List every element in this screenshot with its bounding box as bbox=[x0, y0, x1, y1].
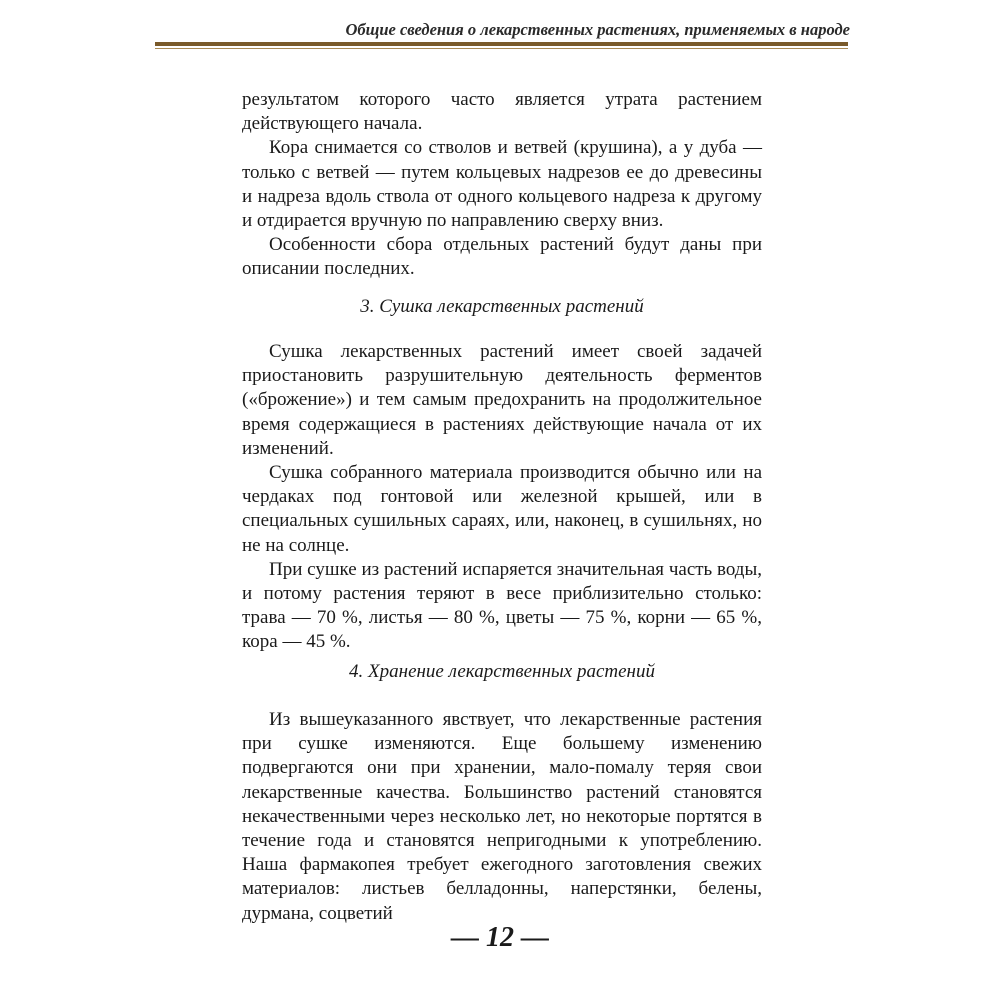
section-heading-storage: 4. Хранение лекарственных растений bbox=[349, 661, 655, 682]
paragraph: Сушка лекарственных растений имеет своей задачей приостановить разрушительную деятельность ферментов («брожение») и тем самым предохранить на продолжительное время содержащиеся в растениях действующие начала от их изменений. bbox=[242, 341, 762, 459]
text-block-collecting bbox=[242, 88, 762, 282]
paragraph: Сушка собранного материала производится обычно или на чердаках под гонтовой или железной крышей, или в специальных сушильных сараях, или, наконец, в сушильнях, но не на солнце. bbox=[242, 462, 762, 556]
text-block-drying bbox=[242, 340, 762, 655]
header-rule-thin bbox=[155, 48, 848, 49]
section-heading-drying: 3. Сушка лекарственных растений bbox=[360, 296, 644, 317]
paragraph: Из вышеуказанного явствует, что лекарственные растения при сушке изменяются. Еще большему изменению подвергаются они при хранении, мало-помалу теряя свои лекарственные качества. Большинство растений становятся некачественными через несколько лет, но некоторые портятся в течение года и становятся непригодными к употреблению. Наша фармакопея требует ежегодного заготовления свежих материалов: листьев белладонны, наперстянки, белены, дурмана, соцветий bbox=[242, 709, 762, 924]
page-number: — 12 — bbox=[451, 922, 549, 953]
header-rule bbox=[155, 42, 848, 46]
text-block-storage bbox=[242, 708, 762, 926]
paragraph: При сушке из растений испаряется значительная часть воды, и потому растения теряют в весе приблизительно столько: трава — 70 %, листья — 80 %, цветы — 75 %, корни — 65 %, кора — 45 %. bbox=[242, 558, 762, 653]
paragraph: результатом которого часто является утрата растением действующего начала. bbox=[242, 89, 762, 135]
running-head: Общие сведения о лекарственных растениях, применяемых в народе bbox=[345, 20, 850, 39]
paragraph: Кора снимается со стволов и ветвей (крушина), а у дуба — только с ветвей — путем кольцевых надрезов ее до древесины и надреза вдоль ствола от одного кольцевого надреза к другому и отдирается вручную по направлению сверху вниз. bbox=[242, 137, 762, 232]
paragraph: Особенности сбора отдельных растений будут даны при описании последних. bbox=[242, 234, 762, 280]
